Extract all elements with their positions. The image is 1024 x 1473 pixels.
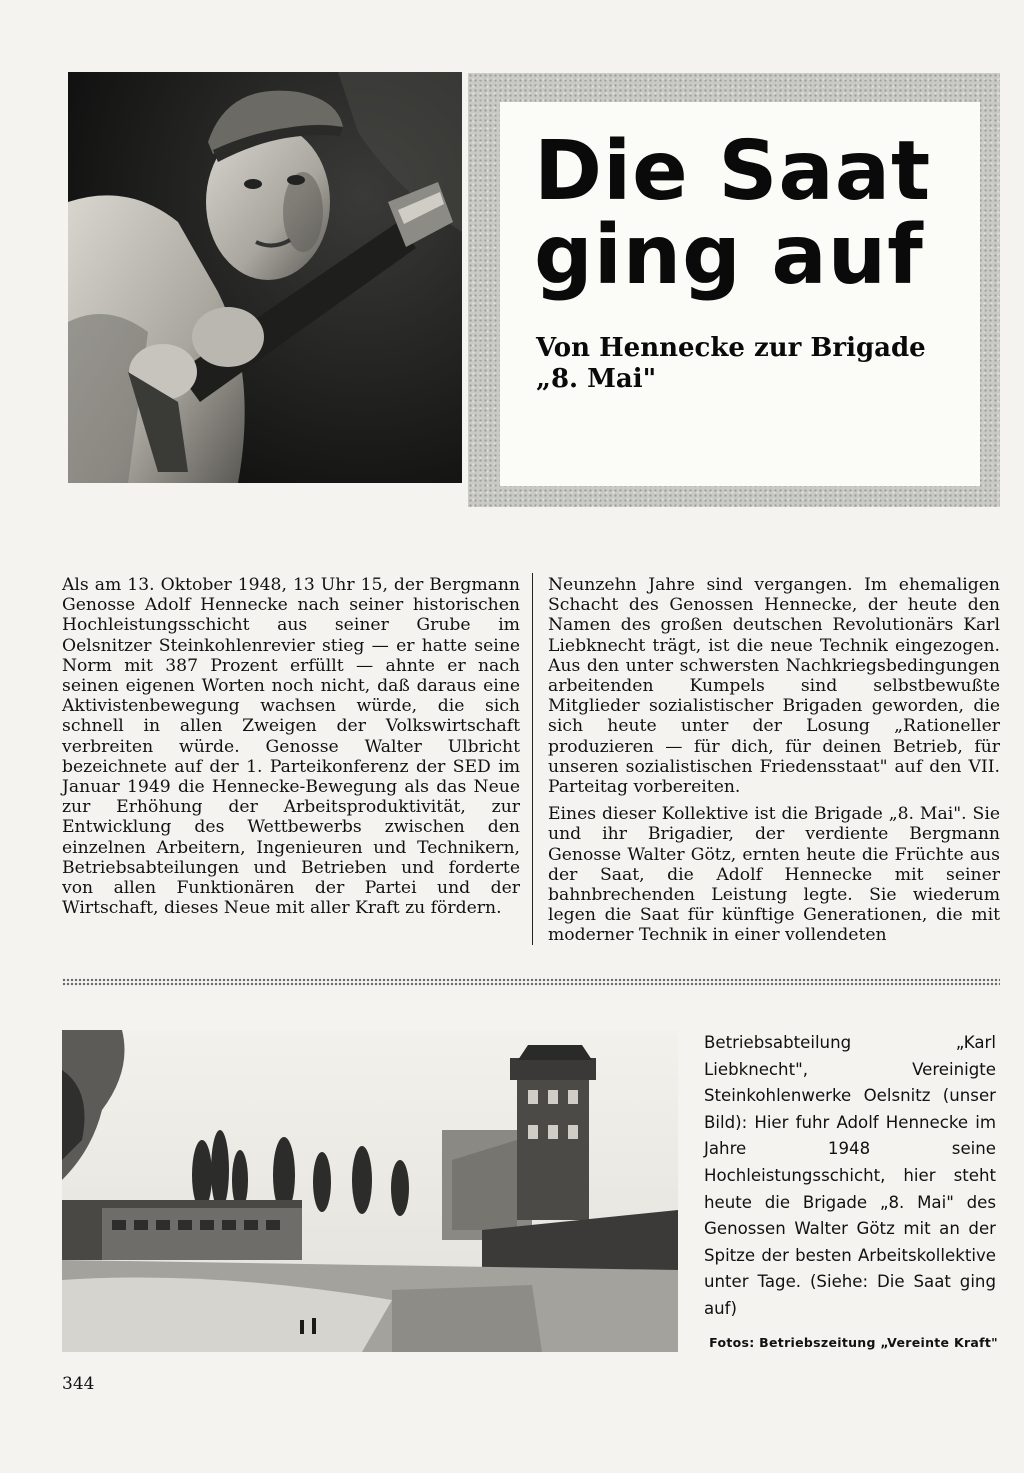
photo-caption: Betriebsabteilung „Karl Liebknecht", Vereinigte Steinkohlenwerke Oelsnitz (unser Bild): Hier fuhr Adolf Hennecke im Jahre 1948 seine Hochleistungsschicht, hier steht heute die Brigade „8. Mai" des Genossen Walter Götz mit an der Spitze der besten Arbeitskollektive unter Tage. (Siehe: Die Saat ging auf) <box>704 1033 996 1318</box>
miner-portrait-photo <box>68 72 462 483</box>
article-column-left <box>62 575 520 918</box>
dotted-divider <box>62 978 1000 986</box>
column-divider <box>532 573 533 945</box>
article-paragraph: Eines dieser Kollektive ist die Brigade „8. Mai". Sie und ihr Brigadier, der verdiente Bergmann Genosse Walter Götz, ernten heute die Früchte aus der Saat, die Adolf Hennecke mit seiner bahnbrechenden Leistung legte. Sie wiederum legen die Saat für künftige Generationen, die mit moderner Technik in einer vollendeten <box>548 804 1000 946</box>
page-number: 344 <box>62 1374 95 1394</box>
article-paragraph: Als am 13. Oktober 1948, 13 Uhr 15, der Bergmann Genosse Adolf Hennecke nach seiner historischen Hochleistungsschicht aus seiner Grube im Oelsnitzer Steinkohlenrevier stieg — er hatte seine Norm mit 387 Prozent erfüllt — ahnte er nach seinen eigenen Worten noch nicht, daß daraus eine Aktivistenbewegung wachsen würde, die sich schnell in allen Zweigen der Volkswirtschaft verbreiten würde. Genosse Walter Ulbricht bezeichnete auf der 1. Parteikonferenz der SED im Januar 1949 die Hennecke-Bewegung als das Neue zur Erhöhung der Arbeitsproduktivität, zur Entwicklung des Wettbewerbs zwischen den einzelnen Arbeitern, Ingenieuren und Technikern, Betriebsabteilungen und Betrieben und forderte von allen Funktionären der Partei und der Wirtschaft, dieses Neue mit aller Kraft zu fördern. <box>62 575 520 919</box>
article-column-right <box>548 575 1000 946</box>
mine-shaft-photo <box>62 1030 678 1352</box>
article-paragraph: Neunzehn Jahre sind vergangen. Im ehemaligen Schacht des Genossen Hennecke, der heute den Namen des großen deutschen Revolutionärs Karl Liebknecht trägt, ist die neue Technik eingezogen. Aus den unter schwersten Nachkriegsbedingungen arbeitenden Kumpels sind selbstbewußte Mitglieder sozialistischer Brigaden geworden, die sich heute unter der Losung „Rationeller produzieren — für dich, für deinen Betrieb, für unseren sozialistischen Friedensstaat" auf den VII. Parteitag vorbereiten. <box>548 575 1000 798</box>
photo-credit: Fotos: Betriebszeitung „Vereinte Kraft" <box>709 1335 998 1350</box>
headline: Die Saat ging auf <box>534 124 932 303</box>
subheadline: Von Hennecke zur Brigade „8. Mai" <box>536 333 926 394</box>
